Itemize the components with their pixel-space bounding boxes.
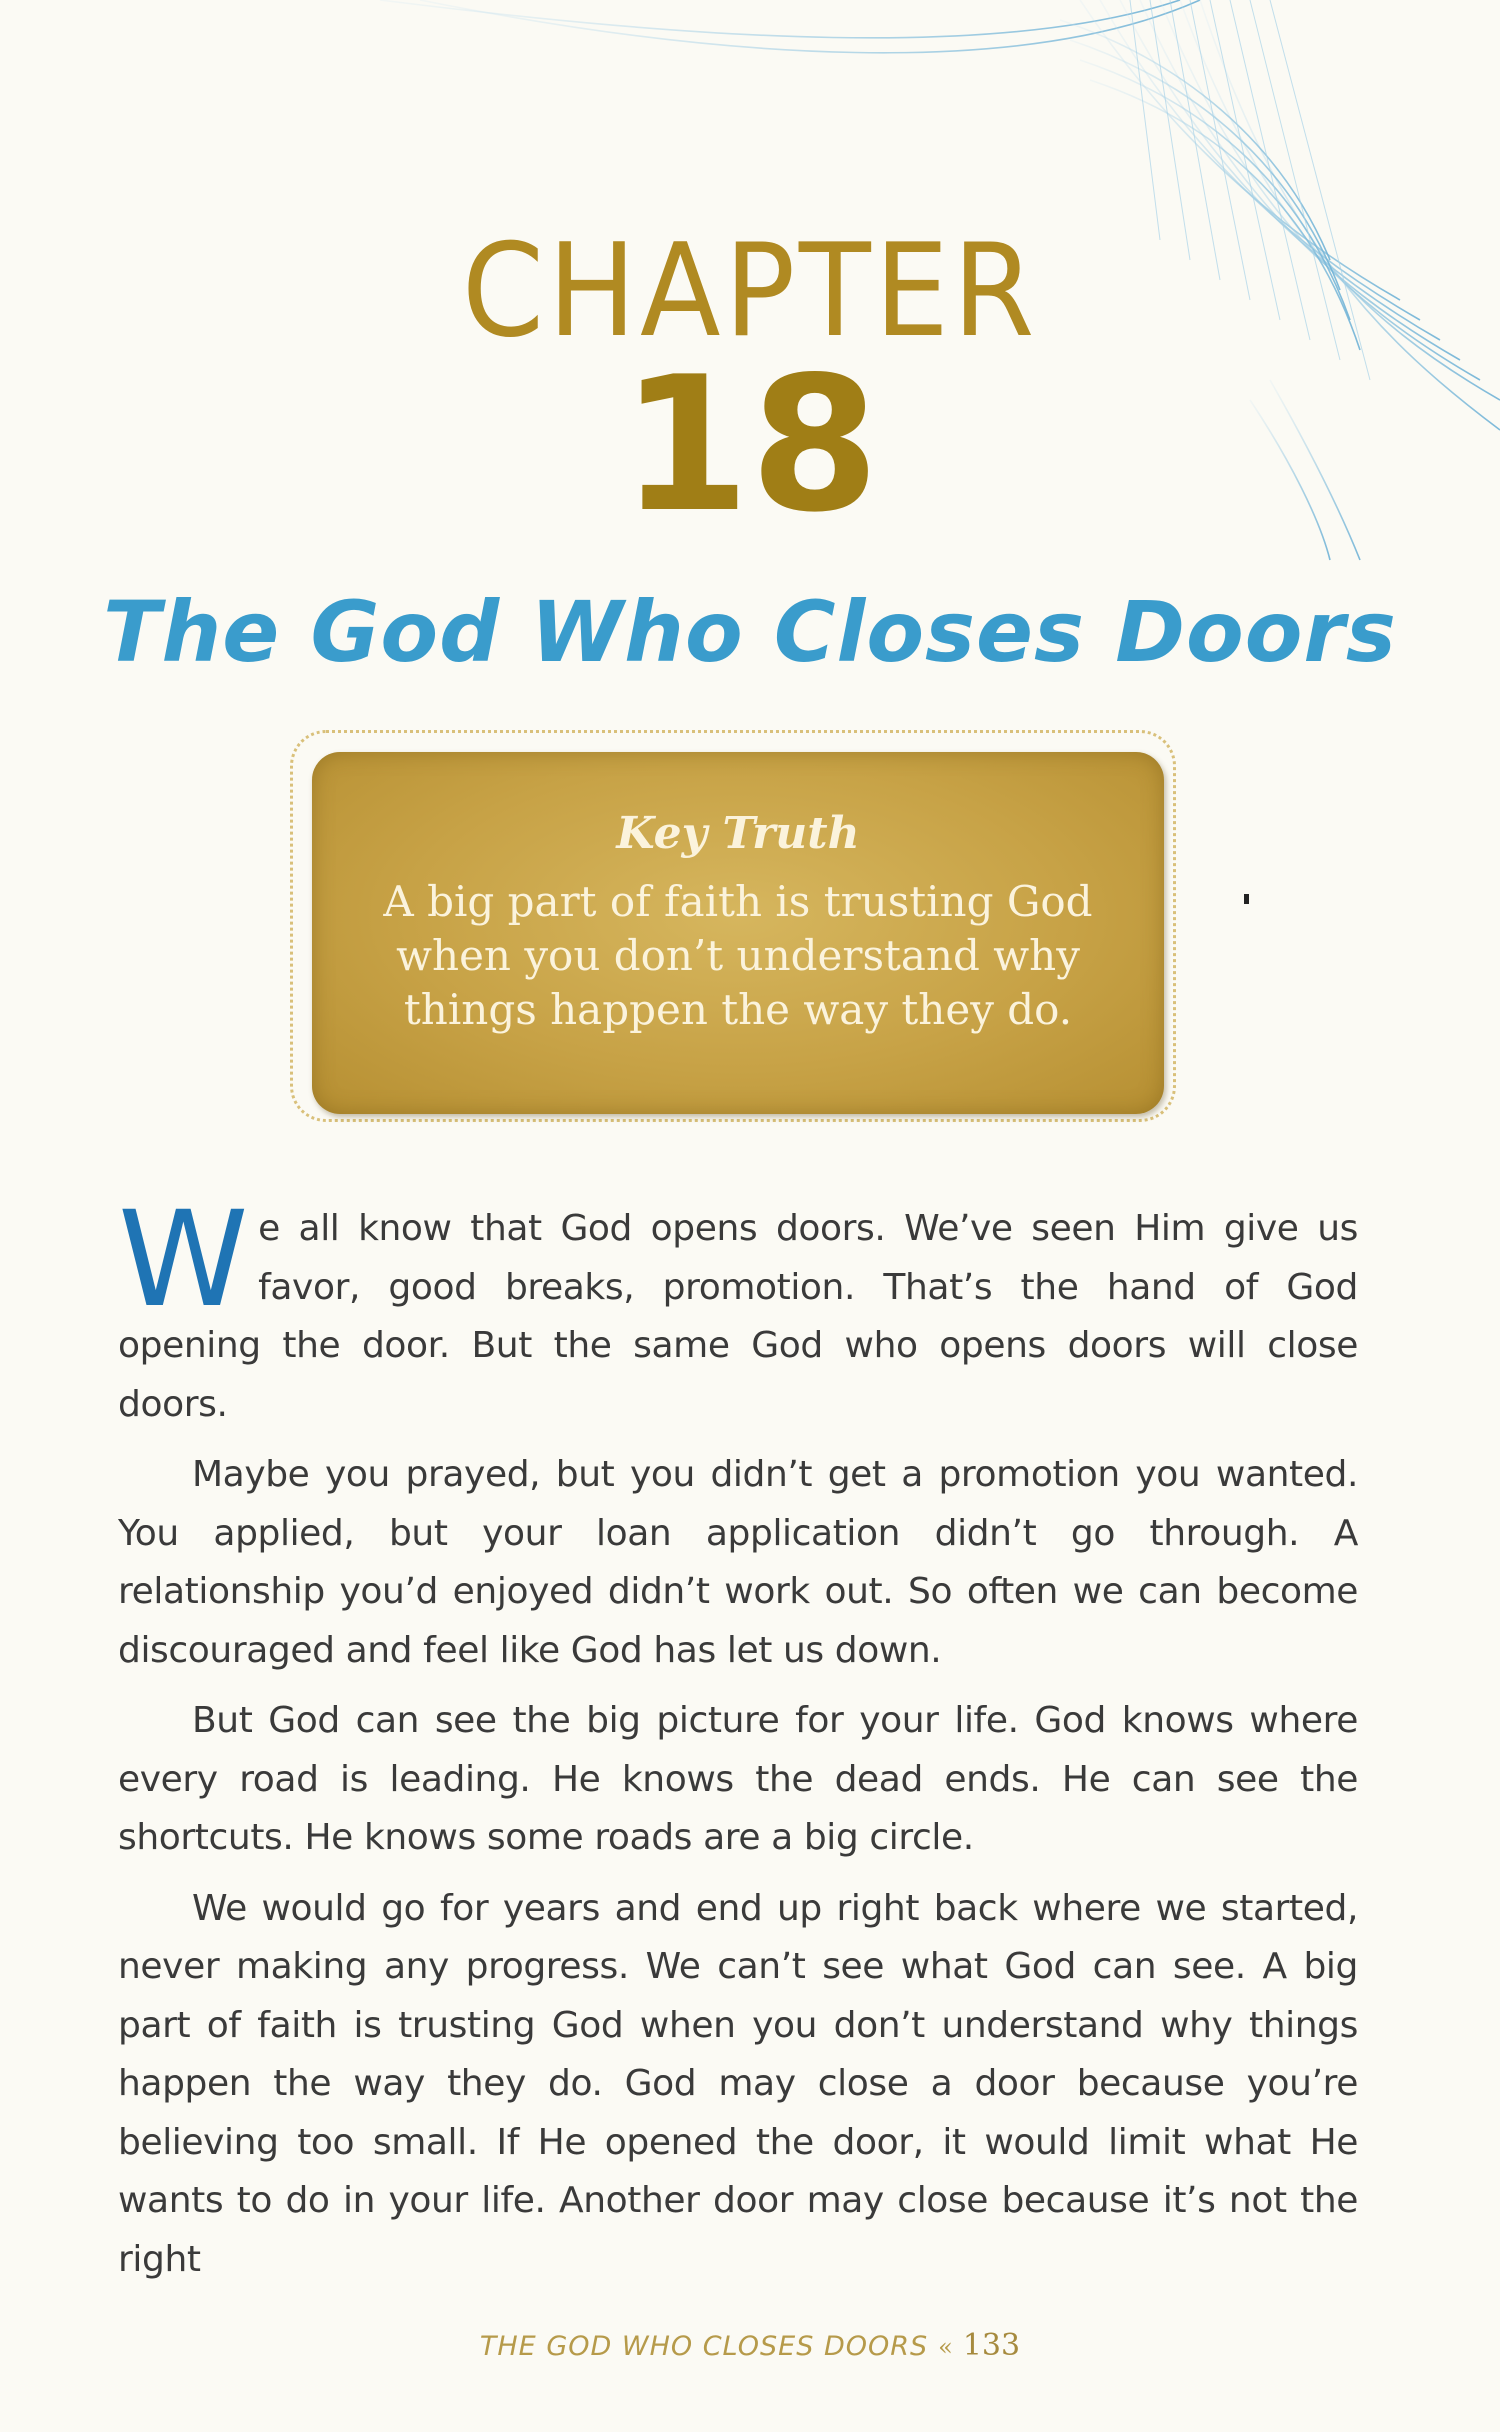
footer-separator: «	[938, 2333, 953, 2361]
body-paragraph: Maybe you prayed, but you didn’t get a promotion you wanted. You applied, but your loan application didn’t go through. A relationship you’d enjoyed didn’t work out. So often we can become discouraged and feel like God has let us down.	[118, 1454, 1358, 1671]
drop-cap: W	[118, 1183, 249, 1337]
body-paragraph: We would go for years and end up right back where we started, never making any progress. We can’t see what God can see. A big part of faith is trusting God when you don’t understand why things happen the way they do. God may close a door because you’re believing too small. If He opened the door, it would limit what He wants to do in your life. Another door may close because it’s not the right	[118, 1887, 1358, 2280]
chapter-body	[118, 1183, 1358, 2301]
page-number: 133	[962, 2328, 1021, 2363]
body-paragraph: But God can see the big picture for your life. God knows where every road is leading. He knows the dead ends. He can see the shortcuts. He knows some roads are a big circle.	[118, 1700, 1358, 1858]
key-truth-box	[312, 752, 1164, 1114]
chapter-title: The God Who Closes Doors	[103, 583, 1397, 681]
chapter-number: 18	[620, 336, 880, 553]
stray-ink-mark	[1244, 894, 1249, 904]
chapter-label: CHAPTER	[461, 217, 1039, 366]
paragraph-text: e all know that God opens doors. We’ve seen Him give us favor, good breaks, promotion. That’s the hand of God opening the door. But the same God who opens doors will close doors.	[118, 1208, 1358, 1425]
running-head: THE GOD WHO CLOSES DOORS	[479, 2331, 929, 2362]
page-footer	[0, 2328, 1500, 2363]
key-truth-heading: Key Truth	[616, 808, 860, 859]
key-truth-text: A big part of faith is trusting God when you don’t understand why things happen the way they do.	[383, 876, 1093, 1034]
body-paragraph	[118, 1183, 1358, 1434]
